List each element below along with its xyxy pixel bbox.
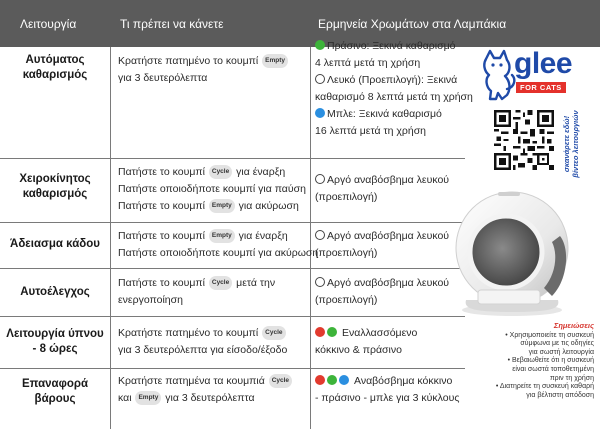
instruction-text: για έναρξη (236, 166, 286, 178)
header-function: Λειτουργία (20, 17, 77, 31)
note-line: • Χρησιμοποιείτε τη συσκευή (505, 331, 594, 339)
white-dot-icon (315, 74, 325, 84)
notes-box (466, 322, 594, 400)
light-text: Λευκό (Προεπιλογή): Ξεκινά (327, 74, 458, 86)
instruction-text: ενεργοποίηση (118, 294, 183, 306)
instructions-cell (118, 164, 304, 215)
instruction-text: Πατήστε οποιοδήποτε κουμπί για παύση (118, 183, 306, 195)
cycle-button-icon: Cycle (269, 374, 292, 388)
instruction-text: Πατήστε το κουμπί (118, 277, 205, 289)
header-lights: Ερμηνεία Χρωμάτων στα Λαμπάκια (318, 17, 507, 31)
instruction-text: για ακύρωση (238, 200, 299, 212)
table-row (0, 317, 465, 369)
instruction-text: Πατήστε το κουμπί (118, 230, 205, 242)
table-row (0, 369, 465, 429)
function-label: - 8 ώρες (32, 343, 78, 355)
white-dot-icon (315, 230, 325, 240)
light-text: Εναλλασσόμενο (342, 327, 418, 339)
function-label: Αυτοέλεγχος (20, 286, 90, 298)
lights-cell (315, 172, 465, 206)
light-text: καθαρισμό 8 λεπτά μετά τη χρήση (315, 91, 473, 103)
instruction-text: Κρατήστε πατημένο το κουμπί (118, 327, 259, 339)
table-row (0, 223, 465, 269)
instruction-text: και (118, 392, 132, 404)
blue-dot-icon (315, 108, 325, 118)
function-label: Λειτουργία ύπνου (6, 328, 104, 340)
instruction-text: για 3 δευτερόλεπτα (165, 392, 255, 404)
note-line: για σωστή λειτουργία (528, 348, 594, 356)
note-line: σύμφωνα με τις οδηγίες (520, 340, 594, 348)
function-cell (0, 327, 110, 357)
instruction-text: για έναρξη (238, 230, 288, 242)
empty-button-icon: Empty (209, 199, 235, 213)
instructions-cell (118, 373, 304, 407)
light-text: (προεπιλογή) (315, 247, 378, 259)
function-label: Αυτόματος (25, 54, 85, 66)
empty-button-icon: Empty (135, 391, 161, 405)
qr-code[interactable] (494, 110, 554, 170)
green-dot-icon (327, 375, 337, 385)
red-dot-icon (315, 327, 325, 337)
instruction-text: μετά την (236, 277, 276, 289)
instruction-text: Κρατήστε πατημένα τα κουμπιά (118, 375, 265, 387)
lights-cell (315, 228, 465, 262)
light-text: Αργό αναβόσβημα λευκού (327, 174, 450, 186)
lights-cell (315, 373, 465, 407)
green-dot-icon (315, 40, 325, 50)
function-cell (0, 172, 110, 202)
instruction-text: Κρατήστε πατημένο το κουμπί (118, 55, 259, 67)
brand-tagline: FOR CATS (516, 82, 566, 93)
function-cell (0, 237, 110, 252)
white-dot-icon (315, 174, 325, 184)
lights-cell (315, 275, 465, 309)
brand-name: glee (514, 47, 573, 80)
light-text: Πράσινο: Ξεκινά καθαρισμό (327, 40, 456, 52)
light-text: Αργό αναβόσβημα λευκού (327, 277, 450, 289)
green-dot-icon (327, 327, 337, 337)
function-label: Επαναφορά (21, 378, 89, 390)
function-label: Χειροκίνητος (19, 173, 91, 185)
light-text: (προεπιλογή) (315, 191, 378, 203)
light-text: Μπλε: Ξεκινά καθαρισμό (327, 108, 442, 120)
empty-button-icon: Empty (262, 54, 288, 68)
light-text: Αργό αναβόσβημα λευκού (327, 230, 450, 242)
note-line: • Βεβαιωθείτε ότι η συσκευή (507, 357, 594, 365)
light-text: Αναβόσβημα κόκκινο (354, 375, 453, 387)
table-row (0, 269, 465, 317)
instruction-text: Πατήστε το κουμπί (118, 166, 205, 178)
cycle-button-icon: Cycle (209, 165, 232, 179)
qr-caption (562, 108, 590, 180)
light-text: κόκκινο & πράσινο (315, 344, 402, 356)
lights-cell (315, 38, 473, 140)
function-cell (0, 285, 110, 300)
white-dot-icon (315, 277, 325, 287)
red-dot-icon (315, 375, 325, 385)
instructions-cell (118, 53, 304, 87)
table-row (0, 159, 465, 223)
function-cell (0, 53, 110, 83)
note-line: για βέλτιστη απόδοση (526, 391, 594, 399)
instruction-text: Πατήστε το κουμπί (118, 200, 205, 212)
note-line: πριν τη χρήση (549, 374, 594, 382)
function-label: βάρους (34, 393, 76, 405)
function-label: καθαρισμός (22, 69, 88, 81)
instructions-cell (118, 325, 304, 359)
instruction-text: Πατήστε οποιοδήποτε κουμπί για ακύρωση (118, 247, 319, 259)
function-label: καθαρισμός (22, 188, 88, 200)
brand-logo (478, 47, 586, 105)
instructions-cell (118, 275, 304, 309)
light-text: (προεπιλογή) (315, 294, 378, 306)
note-line: είναι σωστά τοποθετημένη (512, 365, 594, 373)
instruction-text: για 3 δευτερόλεπτα για είσοδο/έξοδο (118, 344, 288, 356)
litter-box-product-image (448, 188, 572, 318)
qr-caption-line: σκανάρετε εδώ! (562, 115, 571, 173)
notes-title: Σημειώσεις (553, 321, 594, 330)
qr-caption-line: βίντεο λειτουργιών (571, 110, 580, 178)
table-row (0, 40, 473, 159)
instructions-cell (118, 228, 319, 262)
cycle-button-icon: Cycle (262, 326, 285, 340)
header-instructions: Τι πρέπει να κάνετε (120, 17, 224, 31)
lights-cell (315, 325, 465, 359)
function-label: Άδειασμα κάδου (10, 238, 100, 250)
cat-logo-icon (478, 49, 518, 101)
blue-dot-icon (339, 375, 349, 385)
instruction-text: για 3 δευτερόλεπτα (118, 72, 208, 84)
table-header (0, 0, 600, 47)
light-text: 4 λεπτά μετά τη χρήση (315, 57, 421, 69)
cycle-button-icon: Cycle (209, 276, 232, 290)
empty-button-icon: Empty (209, 229, 235, 243)
light-text: - πράσινο - μπλε για 3 κύκλους (315, 392, 460, 404)
function-table (0, 40, 473, 429)
note-line: • Διατηρείτε τη συσκευή καθαρή (495, 383, 594, 391)
light-text: 16 λεπτά μετά τη χρήση (315, 125, 427, 137)
function-cell (0, 377, 110, 407)
